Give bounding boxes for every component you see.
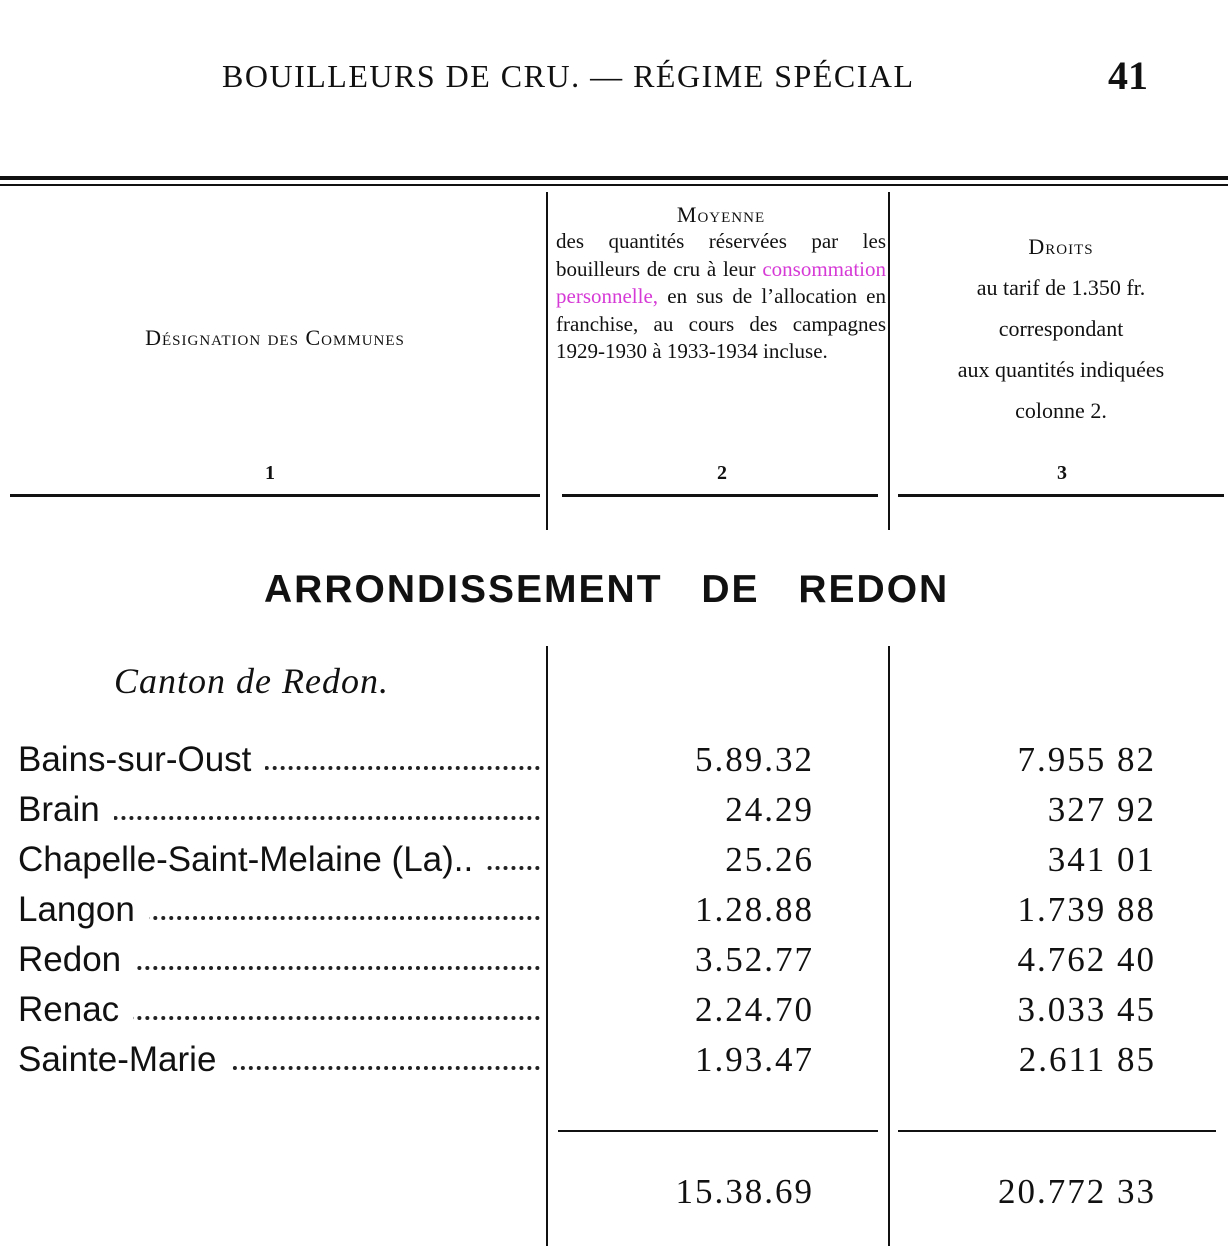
droits-value: 3.033 45	[1017, 990, 1156, 1029]
running-title: BOUILLEURS DE CRU. — RÉGIME SPÉCIAL	[222, 58, 915, 94]
commune-cell	[18, 1040, 540, 1080]
droits-value: 327 92	[1047, 790, 1156, 829]
droits-line-3: aux quantités indiquées	[957, 357, 1165, 382]
droits-line-2: correspondant	[998, 316, 1124, 341]
commune-name: Bains-sur-Oust	[18, 740, 265, 779]
column-header-droits-block	[902, 226, 1220, 431]
column-number-3: 3	[1057, 462, 1067, 484]
description-text-end: en sus de l’allocation en franchise, au cours des campagnes 1929-1930 à 1933-1934 incluse.	[556, 284, 886, 363]
commune-cell	[18, 790, 540, 830]
commune-name: Brain	[18, 790, 114, 829]
header-rule-col1	[10, 494, 540, 497]
moyenne-value: 5.89.32	[695, 740, 814, 779]
table-row	[0, 890, 1228, 940]
commune-cell	[18, 940, 540, 980]
column-description-moyenne	[556, 228, 886, 366]
moyenne-value: 1.93.47	[695, 1040, 814, 1079]
droits-value: 2.611 85	[1018, 1040, 1156, 1079]
commune-cell	[18, 840, 540, 880]
column-header-communes: Désignation des Communes	[145, 325, 405, 350]
header-rule-col2	[562, 494, 878, 497]
column-header-droits: Droits	[1028, 234, 1094, 259]
table-row	[0, 790, 1228, 840]
commune-name: Chapelle-Saint-Melaine (La)..	[18, 840, 487, 879]
column-divider-2	[888, 192, 890, 530]
header-rule-col3	[898, 494, 1224, 497]
column-number-1: 1	[265, 462, 275, 484]
arrondissement-heading: ARRONDISSEMENT DE REDON	[264, 568, 950, 611]
highlighted-phrase: consommation personnelle,	[556, 256, 886, 308]
column-header-moyenne: Moyenne	[676, 202, 766, 227]
commune-name: Renac	[18, 990, 133, 1029]
total-rule-col3	[898, 1130, 1216, 1132]
droits-value: 341 01	[1047, 840, 1156, 879]
total-moyenne: 15.38.69	[675, 1172, 814, 1211]
commune-cell	[18, 890, 540, 930]
commune-cell	[18, 990, 540, 1030]
moyenne-value: 1.28.88	[695, 890, 814, 929]
total-rule-col2	[558, 1130, 878, 1132]
commune-cell	[18, 740, 540, 780]
table-row	[0, 840, 1228, 890]
droits-rate: au tarif de 1.350 fr.	[976, 275, 1146, 300]
moyenne-value: 24.29	[725, 790, 814, 829]
column-number-2: 2	[717, 462, 727, 484]
page-number: 41	[1108, 53, 1148, 98]
table-row	[0, 990, 1228, 1040]
description-text-start: des quantités réservées par les bouilleurs de cru à leur	[556, 229, 886, 281]
top-rule-thin	[0, 184, 1228, 186]
droits-value: 4.762 40	[1017, 940, 1156, 979]
top-rule	[0, 176, 1228, 180]
canton-heading: Canton de Redon.	[114, 661, 389, 701]
moyenne-value: 25.26	[725, 840, 814, 879]
table-row	[0, 940, 1228, 990]
table-row	[0, 1040, 1228, 1090]
moyenne-value: 3.52.77	[695, 940, 814, 979]
commune-name: Redon	[18, 940, 135, 979]
table-row	[0, 740, 1228, 790]
droits-value: 7.955 82	[1017, 740, 1156, 779]
column-divider-1	[546, 192, 548, 530]
droits-value: 1.739 88	[1017, 890, 1156, 929]
moyenne-value: 2.24.70	[695, 990, 814, 1029]
droits-line-4: colonne 2.	[1015, 398, 1107, 423]
total-droits: 20.772 33	[998, 1172, 1156, 1211]
commune-name: Langon	[18, 890, 149, 929]
commune-name: Sainte-Marie	[18, 1040, 230, 1079]
